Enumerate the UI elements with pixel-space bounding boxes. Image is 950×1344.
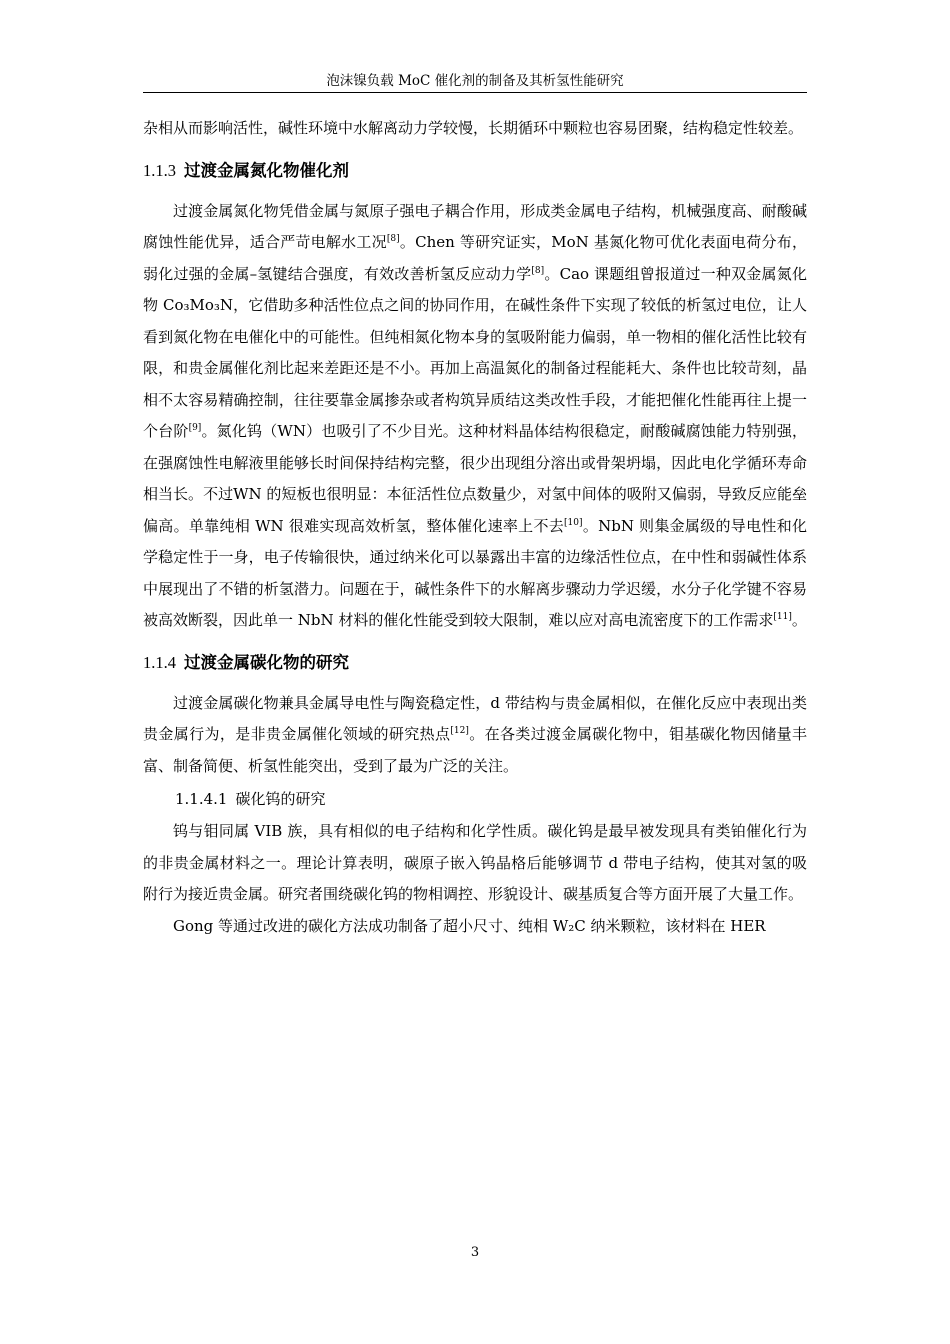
citation-ref: [9] <box>188 423 202 433</box>
running-header-title: 泡沫镍负载 MoC 催化剂的制备及其析氢性能研究 <box>326 73 624 89</box>
paragraph-nitrides <box>143 196 807 637</box>
text-run: 。氮化钨（WN）也吸引了不少目光。这种材料晶体结构很稳定，耐酸碱腐蚀能力特别强，在强腐蚀性电解液里能够长时间保持结构完整，很少出现组分溶出或骨架坍塌，因此电化学循环寿命相当长。不过WN 的短板也很明显：本征活性位点数量少，对氢中间体的吸附又偏弱，导致反应能垒偏高。单靠纯相 WN 很难实现高效析氢，整体催化速率上不去 <box>143 422 807 535</box>
section-number: 1.1.3 <box>143 160 176 180</box>
body-text <box>143 113 807 942</box>
citation-ref: [8] <box>531 265 545 276</box>
citation-ref: [8] <box>386 234 400 244</box>
paragraph-carbides <box>143 688 807 783</box>
text-run: 。NbN 则集金属级的导电性和化学稳定性于一身，电子传输很快，通过纳米化可以暴露出丰富的边缘活性位点，在中性和弱碱性体系中展现出了不错的析氢潜力。问题在于，碱性条件下的水解离步骤动力学迟缓，水分子化学键不容易被高效断裂，因此单一 NbN 材料的催化性能受到较大限制，难以应对高电流密度下的工作需求 <box>143 516 807 629</box>
text-run: 。Cao 课题组曾报道过一种双金属氮化物 Co₃Mo₃N，它借助多种活性位点之间的协同作用，在碱性条件下实现了较低的析氢过电位，让人看到氮化物在电催化中的可能性。但纯相氮化物本身的氢吸附能力偏弱，单一物相的催化活性比较有限，和贵金属催化剂比起来差距还是不小。再加上高温氮化的制备过程能耗大、条件也比较苛刻，晶相不太容易精确控制，往往要靠金属掺杂或者构筑异质结这类改性手段，才能把催化性能再往上提一个台阶 <box>143 264 807 440</box>
text-run: 。Chen 等研究证实，MoN 基氮化物可优化表面电荷分布，弱化过强的金属–氢键结合强度，有效改善析氢反应动力学 <box>143 233 807 283</box>
subsection-title: 碳化钨的研究 <box>235 790 326 808</box>
section-heading-1-1-3 <box>143 157 807 185</box>
subsection-number: 1.1.4.1 <box>175 790 228 808</box>
paragraph-gong: Gong 等通过改进的碳化方法成功制备了超小尺寸、纯相 W₂C 纳米颗粒，该材料在 HER <box>173 916 766 935</box>
citation-ref: [10] <box>564 517 583 528</box>
section-title: 过渡金属氮化物催化剂 <box>184 160 349 180</box>
paragraph-continuation: 杂相从而影响活性，碱性环境中水解离动力学较慢，长期循环中颗粒也容易团聚，结构稳定性较差。 <box>143 119 804 137</box>
citation-ref: [12] <box>450 726 469 736</box>
subsection-heading-1-1-4-1 <box>143 782 807 816</box>
citation-ref: [11] <box>773 612 792 622</box>
text-run: 。在各类过渡金属碳化物中，钼基碳化物因储量丰富、制备简便、析氢性能突出，受到了最为广泛的关注。 <box>143 725 807 775</box>
header-rule <box>143 92 807 93</box>
text-run: 过渡金属碳化物兼具金属导电性与陶瓷稳定性，d 带结构与贵金属相似，在催化反应中表现出类贵金属行为，是非贵金属催化领域的研究热点 <box>143 693 807 743</box>
page-number: 3 <box>470 1245 480 1260</box>
paragraph-tungsten-carbide: 钨与钼同属 VIB 族，具有相似的电子结构和化学性质。碳化钨是最早被发现具有类铂催化行为的非贵金属材料之一。理论计算表明，碳原子嵌入钨晶格后能够调节 d 带电子结构，使其对氢的吸附行为接近贵金属。研究者围绕碳化钨的物相调控、形貌设计、碳基质复合等方面开展了大量工作。 <box>143 822 807 903</box>
text-run: 。 <box>791 611 807 629</box>
text-run: 过渡金属氮化物凭借金属与氮原子强电子耦合作用，形成类金属电子结构，机械强度高、耐酸碱腐蚀性能优异，适合严苛电解水工况 <box>143 201 807 251</box>
section-heading-1-1-4 <box>143 649 807 677</box>
section-title: 过渡金属碳化物的研究 <box>184 652 349 672</box>
section-number: 1.1.4 <box>143 652 176 672</box>
